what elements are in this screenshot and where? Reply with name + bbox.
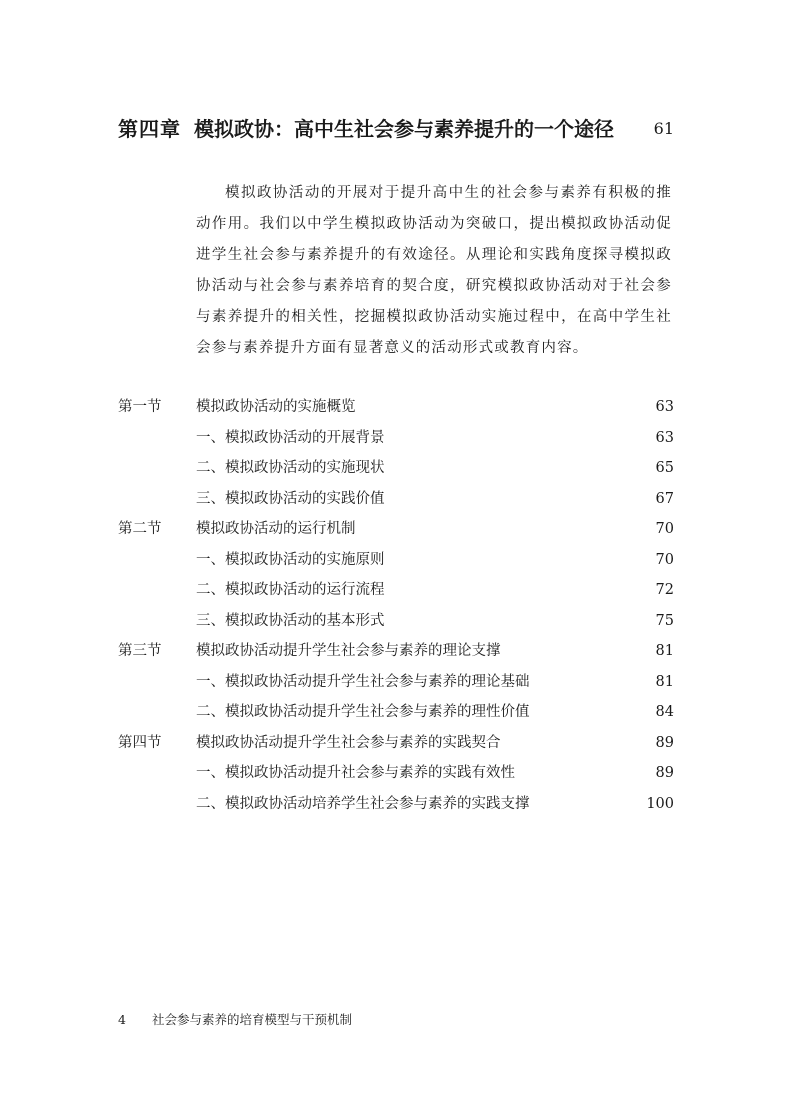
toc-subsection-row bbox=[118, 575, 674, 606]
toc-subsection-title: 二、模拟政协活动的实施现状 bbox=[196, 460, 385, 476]
toc-section-label: 第一节 bbox=[118, 399, 162, 415]
toc-subsection-title: 一、模拟政协活动的实施原则 bbox=[196, 551, 385, 568]
page-footer bbox=[118, 1010, 352, 1030]
toc-section-row bbox=[118, 392, 674, 423]
table-of-contents bbox=[118, 392, 674, 819]
toc-subsection-row bbox=[118, 545, 674, 576]
toc-subsection-row bbox=[118, 667, 674, 698]
toc-page-number: 100 bbox=[646, 795, 674, 812]
toc-page-number: 89 bbox=[655, 734, 674, 751]
toc-page-number: 63 bbox=[655, 399, 674, 415]
toc-section-title: 模拟政协活动的实施概览 bbox=[196, 399, 356, 415]
chapter-title: 模拟政协：高中生社会参与素养提升的一个途径 bbox=[194, 117, 614, 141]
toc-section-title: 模拟政协活动提升学生社会参与素养的实践契合 bbox=[196, 734, 501, 751]
chapter-label: 第四章 bbox=[118, 117, 181, 141]
toc-subsection-row bbox=[118, 758, 674, 789]
toc-page-number: 81 bbox=[655, 673, 674, 690]
toc-section-label: 第三节 bbox=[118, 643, 162, 659]
toc-page-number: 70 bbox=[655, 521, 674, 537]
toc-subsection-title: 一、模拟政协活动提升社会参与素养的实践有效性 bbox=[196, 765, 515, 781]
footer-book-title: 社会参与素养的培育模型与干预机制 bbox=[151, 1012, 352, 1027]
toc-page-number: 67 bbox=[655, 490, 674, 507]
toc-section-title: 模拟政协活动提升学生社会参与素养的理论支撑 bbox=[196, 643, 501, 659]
footer-page-number: 4 bbox=[118, 1012, 126, 1027]
toc-page-number: 81 bbox=[655, 643, 674, 659]
toc-subsection-row bbox=[118, 423, 674, 454]
toc-subsection-title: 二、模拟政协活动的运行流程 bbox=[196, 582, 385, 598]
toc-page-number: 72 bbox=[655, 582, 674, 598]
toc-subsection-title: 一、模拟政协活动提升学生社会参与素养的理论基础 bbox=[196, 673, 530, 690]
toc-page-number: 63 bbox=[655, 429, 674, 446]
chapter-page-number: 61 bbox=[653, 119, 674, 138]
toc-subsection-title: 二、模拟政协活动提升学生社会参与素养的理性价值 bbox=[196, 704, 530, 720]
chapter-abstract: 模拟政协活动的开展对于提升高中生的社会参与素养有积极的推动作用。我们以中学生模拟政协活动为突破口，提出模拟政协活动促进学生社会参与素养提升的有效途径。从理论和实践角度探寻模拟政协活动与社会参与素养培育的契合度，研究模拟政协活动对于社会参与素养提升的相关性，挖掘模拟政协活动实施过程中，在高中学生社会参与素养提升方面有显著意义的活动形式或教育内容。 bbox=[196, 185, 672, 356]
toc-page-number: 70 bbox=[655, 551, 674, 568]
toc-subsection-title: 一、模拟政协活动的开展背景 bbox=[196, 429, 385, 446]
toc-section-label: 第四节 bbox=[118, 734, 162, 751]
toc-page-number: 84 bbox=[655, 704, 674, 720]
toc-section-row bbox=[118, 514, 674, 545]
toc-page-number: 75 bbox=[655, 612, 674, 629]
toc-section-label: 第二节 bbox=[118, 521, 162, 537]
toc-subsection-row bbox=[118, 789, 674, 820]
toc-section-row bbox=[118, 636, 674, 667]
toc-subsection-row bbox=[118, 453, 674, 484]
toc-subsection-row bbox=[118, 697, 674, 728]
toc-page-number: 65 bbox=[655, 460, 674, 476]
toc-subsection-title: 三、模拟政协活动的基本形式 bbox=[196, 612, 385, 629]
toc-page-number: 89 bbox=[655, 765, 674, 781]
toc-section-title: 模拟政协活动的运行机制 bbox=[196, 521, 356, 537]
toc-subsection-row bbox=[118, 484, 674, 515]
toc-subsection-title: 三、模拟政协活动的实践价值 bbox=[196, 490, 385, 507]
toc-subsection-title: 二、模拟政协活动培养学生社会参与素养的实践支撑 bbox=[196, 795, 530, 812]
toc-section-row bbox=[118, 728, 674, 759]
chapter-heading bbox=[118, 112, 674, 146]
toc-subsection-row bbox=[118, 606, 674, 637]
